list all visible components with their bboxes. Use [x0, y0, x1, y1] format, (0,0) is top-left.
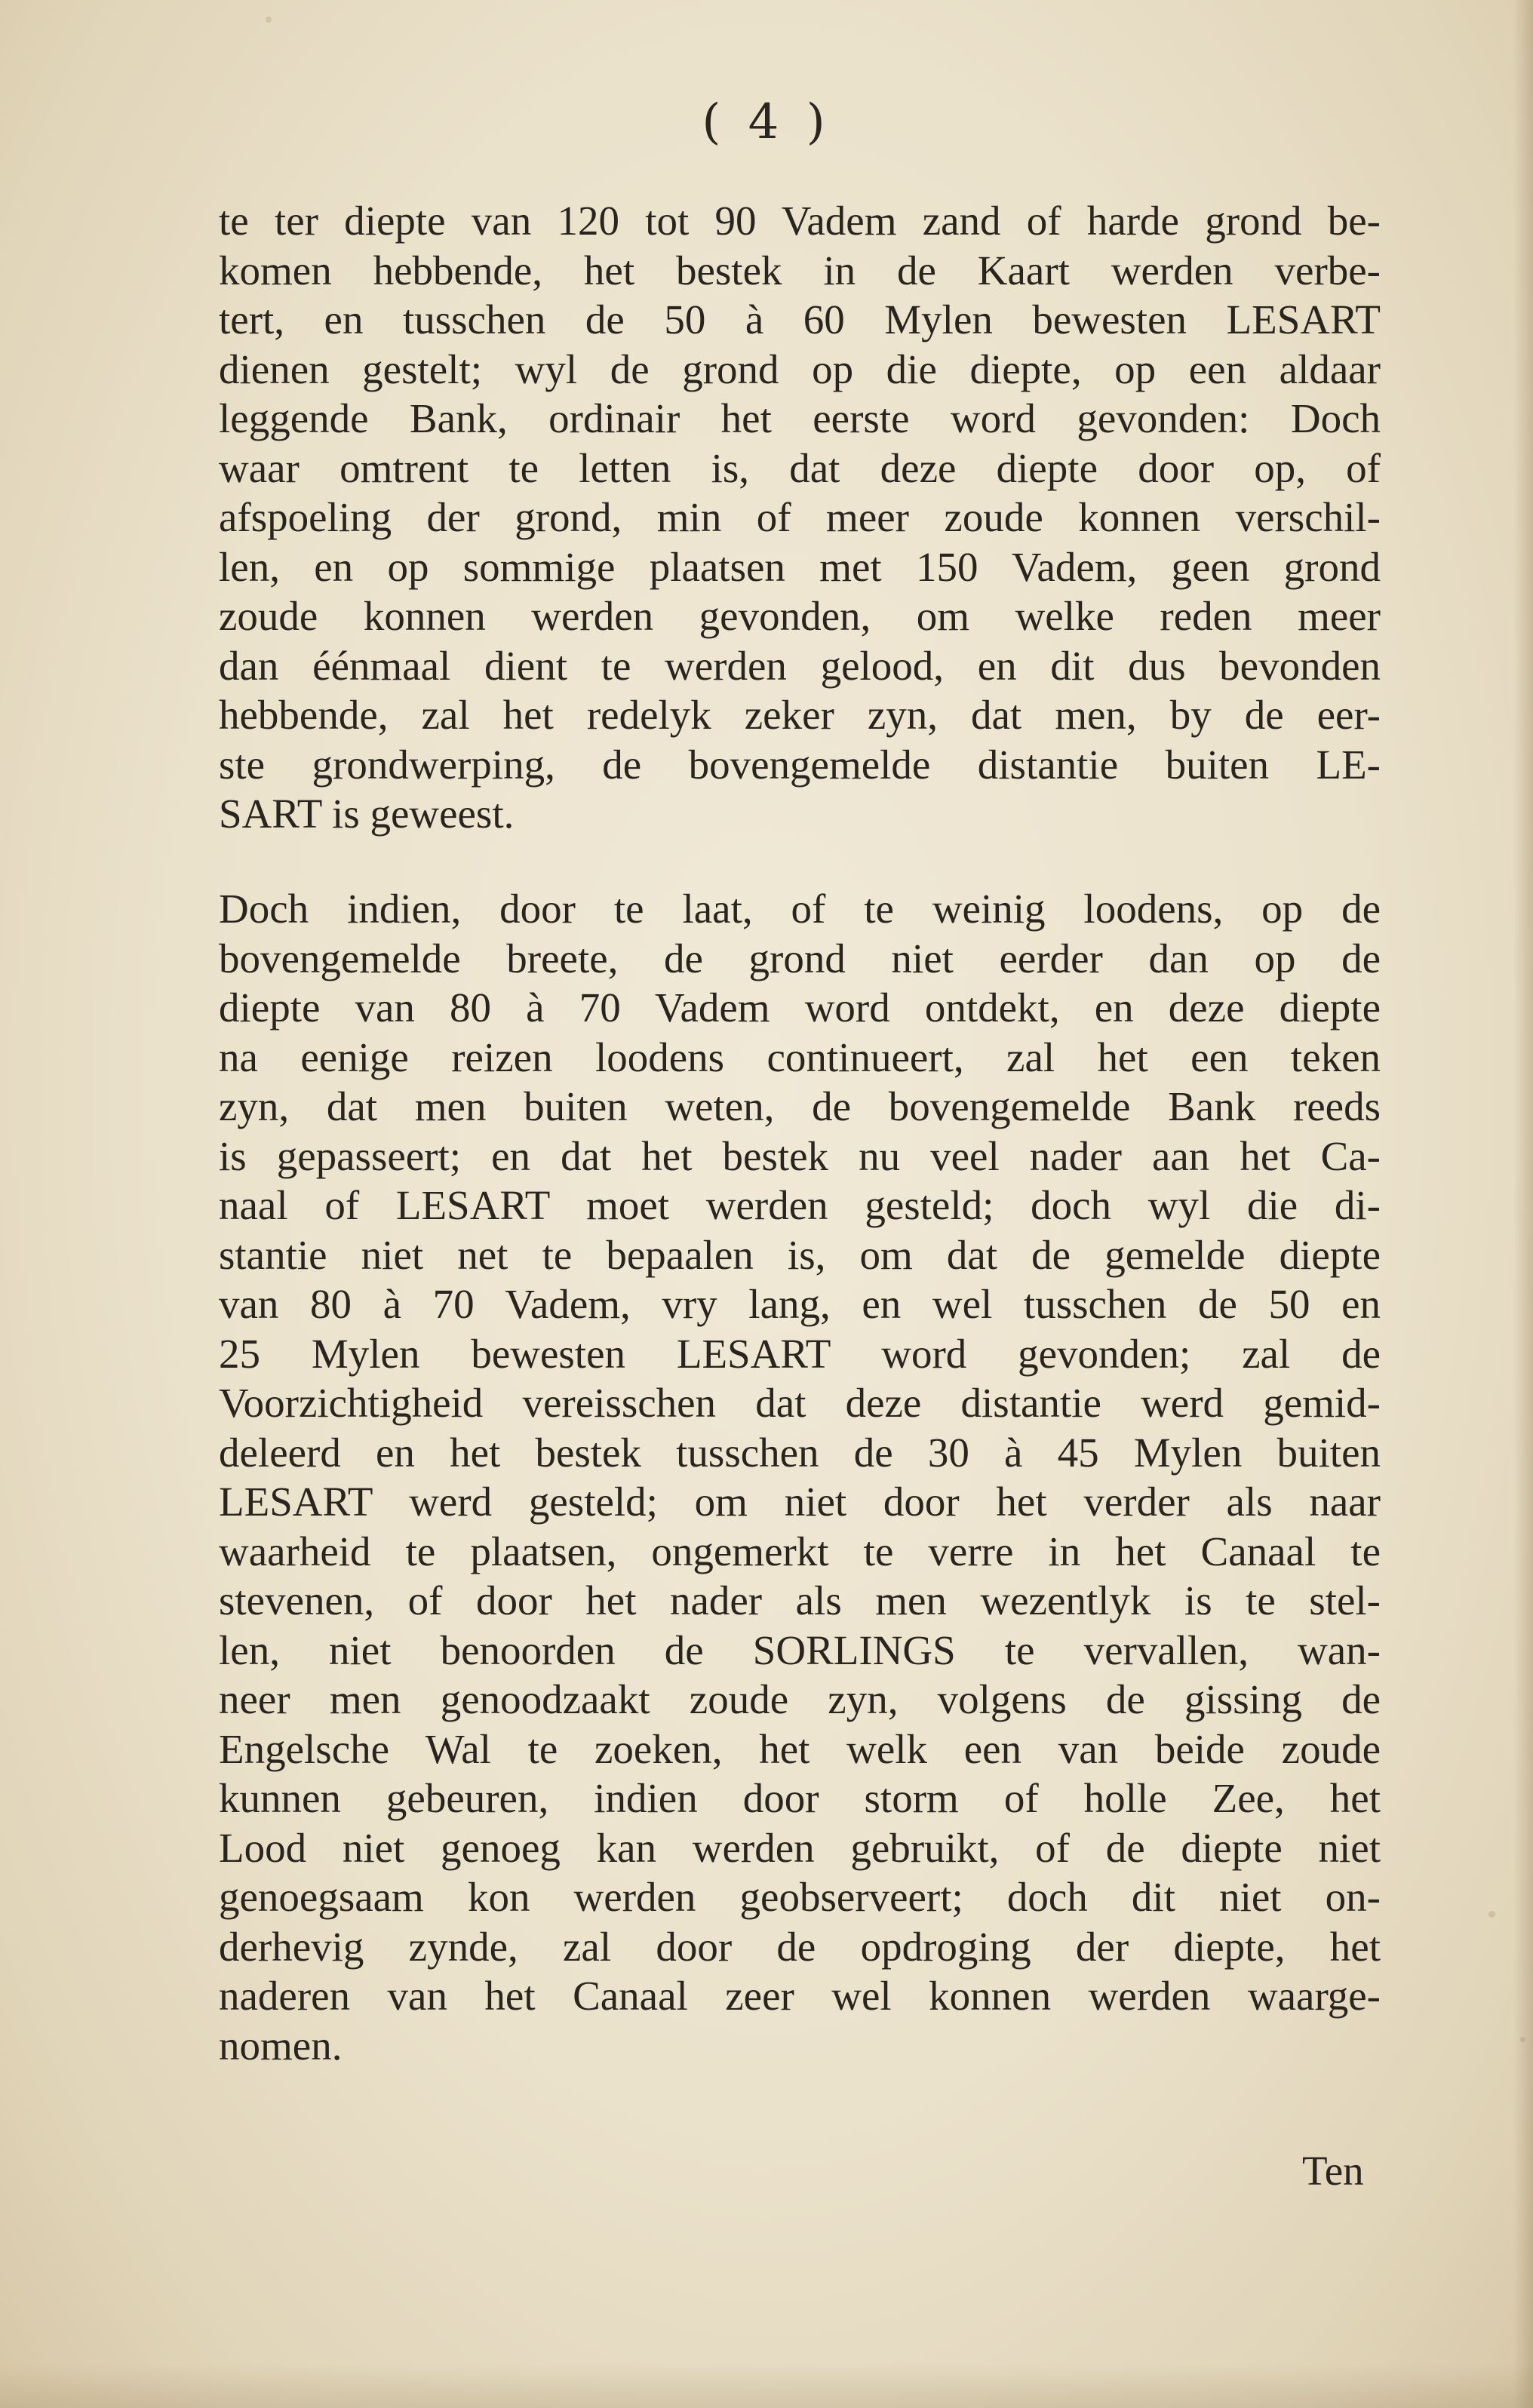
text-line: waarheid te plaatsen, ongemerkt te verre in het Canaal te	[219, 1528, 1381, 1574]
paragraph-1	[219, 196, 1381, 839]
text-line: diepte van 80 à 70 Vadem word ontdekt, en deze diepte	[219, 984, 1381, 1030]
catchword: Ten	[1302, 2148, 1364, 2194]
text-line: te ter diepte van 120 tot 90 Vadem zand of harde grond be-	[219, 198, 1381, 244]
text-line: LESART werd gesteld; om niet door het verder als naar	[219, 1479, 1381, 1525]
text-line: deleerd en het bestek tusschen de 30 à 45 Mylen buiten	[219, 1429, 1381, 1476]
text-line: naal of LESART moet werden gesteld; doch wyl die di-	[219, 1182, 1381, 1228]
text-line: tert, en tusschen de 50 à 60 Mylen bewesten LESART	[219, 296, 1381, 342]
text-line: Doch indien, door te laat, of te weinig loodens, op de	[219, 886, 1381, 932]
text-line: zoude konnen werden gevonden, om welke reden meer	[219, 593, 1381, 639]
text-line: ste grondwerping, de bovengemelde distantie buiten LE-	[219, 741, 1381, 788]
text-line: bovengemelde breete, de grond niet eerder dan op de	[219, 935, 1381, 981]
text-line: is gepasseert; en dat het bestek nu veel nader aan het Ca-	[219, 1132, 1381, 1179]
page-edge-shadow-right	[1513, 0, 1533, 2408]
foxing-spot	[266, 17, 272, 23]
text-line: 25 Mylen bewesten LESART word gevonden; zal de	[219, 1330, 1381, 1377]
text-line: dienen gestelt; wyl de grond op die diepte, op een aldaar	[219, 346, 1381, 392]
text-line: stantie niet net te bepaalen is, om dat de gemelde diepte	[219, 1231, 1381, 1278]
foxing-spot	[1520, 2037, 1525, 2042]
text-line: zyn, dat men buiten weten, de bovengemelde Bank reeds	[219, 1083, 1381, 1129]
foxing-spot	[1488, 1911, 1495, 1918]
text-line: naderen van het Canaal zeer wel konnen werden waarge-	[219, 1973, 1381, 2019]
text-line: na eenige reizen loodens continueert, zal het een teken	[219, 1034, 1381, 1080]
text-line: Voorzichtigheid vereisschen dat deze distantie werd gemid-	[219, 1380, 1381, 1426]
text-line: afspoeling der grond, min of meer zoude konnen verschil-	[219, 494, 1381, 540]
page-number: ( 4 )	[702, 94, 831, 150]
text-line: van 80 à 70 Vadem, vry lang, en wel tusschen de 50 en	[219, 1281, 1381, 1327]
page-edge-shadow-bottom	[0, 2363, 1533, 2408]
text-line: waar omtrent te letten is, dat deze diepte door op, of	[219, 444, 1381, 491]
text-line: derhevig zynde, zal door de opdroging der diepte, het	[219, 1923, 1381, 1970]
text-line: leggende Bank, ordinair het eerste word gevonden: Doch	[219, 395, 1381, 441]
text-line: dan éénmaal dient te werden gelood, en dit dus bevonden	[219, 642, 1381, 689]
text-line: len, niet benoorden de SORLINGS te vervallen, wan-	[219, 1626, 1381, 1673]
text-line: Engelsche Wal te zoeken, het welk een van beide zoude	[219, 1725, 1381, 1772]
text-line: neer men genoodzaakt zoude zyn, volgens de gissing de	[219, 1676, 1381, 1722]
text-line: Lood niet genoeg kan werden gebruikt, of de diepte niet	[219, 1824, 1381, 1871]
paragraph-2	[219, 884, 1381, 2070]
text-line: nomen.	[219, 2022, 343, 2069]
text-line: komen hebbende, het bestek in de Kaart werden verbe-	[219, 247, 1381, 293]
text-line: stevenen, of door het nader als men wezentlyk is te stel-	[219, 1577, 1381, 1623]
text-line: genoegsaam kon werden geobserveert; doch dit niet on-	[219, 1874, 1381, 1920]
text-line: hebbende, zal het redelyk zeker zyn, dat men, by de eer-	[219, 692, 1381, 738]
text-line: kunnen gebeuren, indien door storm of holle Zee, het	[219, 1775, 1381, 1821]
text-line: SART is geweest.	[219, 791, 515, 837]
text-line: len, en op sommige plaatsen met 150 Vadem, geen grond	[219, 543, 1381, 590]
